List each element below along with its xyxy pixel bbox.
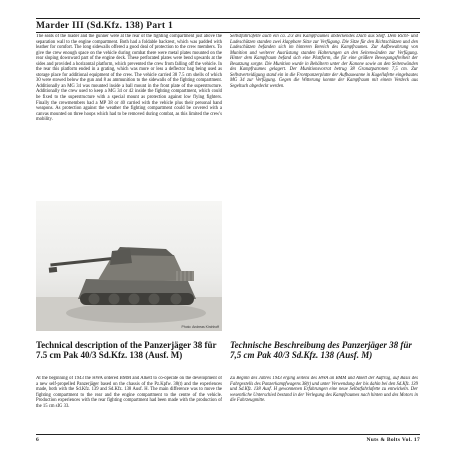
german-section-text: Zu Beginn des Jahres 1943 erging seitens des HWA an BMM und Alkett der Auftrag, auf Basis des Fahrgestells des Panzerkampfwagens 38(t) und unter Verwendung der bis dahin bei den Sd.Kfz. 139 und Sd.Kfz. 138 Ausf. H gewonnenen Erfahrungen eine neue Selbstfahrlafette zu entwickeln. Der wesentliche Unterschied bestand in der Verlegung des Kampfraumes nach hinten und des Motors in die Fahrzeugmitte. (230, 376, 418, 404)
german-section-title: Technische Beschreibung des Panzerjäger 38 für 7,5 cm Pak 40/3 Sd.Kfz. 138 (Ausf. M) (230, 340, 412, 360)
english-section-title: Technical description of the Panzerjäger 38 für 7.5 cm Pak 40/3 Sd.Kfz. 138 (Ausf. M) (36, 340, 217, 360)
running-header (36, 18, 420, 33)
header-title: Marder III (Sd.Kfz. 138) Part 1 (36, 20, 174, 31)
tank-illustration (36, 201, 222, 331)
running-footer (36, 434, 420, 445)
german-column (230, 34, 418, 334)
german-body-text: Selbstfahrlafette auch ein ca. 2/3 des Kampfraumes abdeckendes Dach aus Stoff. Dem Richt- und Ladeschützen standen zwei klappbare Sitze zur Verfügung. Die Sitze für den Richtschützen und den Ladeschützen befanden sich im hinteren Bereich des Kampfraumes. Zur Aufbewahrung von Munition und weiterer Ausrüstung standen Halterungen an den Seitenwänden zur Verfügung. Hinter dem Kampfraum befand sich eine Plattform, die für eine größere Bewegungsfreiheit der Besatzung sorgte. Die Munition wurde in Behältern unter der Kanone sowie an den Seitenwänden des Kampfraumes gelagert. Der Munitionsvorrat betrug 38 Granatpatronen 7,5 cm. Zur Selbstverteidigung stand ein in die Frontpanzerplatte der Aufbauwanne in Kugellafette eingebautes MG 34 zur Verfügung. Gegen die Witterung konnte der Kampfraum mit einem Verdeck aus Segeltuch abgedeckt werden. (230, 34, 418, 89)
english-column (36, 34, 222, 197)
publication-issue: Nuts & Bolts Vol. 17 (366, 437, 420, 443)
english-section-body (36, 376, 222, 432)
tank-photo (36, 201, 222, 331)
page-number: 6 (36, 437, 39, 443)
photo-credit: Photo: Andreas Kirchhoff (181, 325, 219, 329)
english-body-text: The seats of the loader and the gunner were at the rear of the fighting compartment just above the separation wall to the engine compartment. Both had a foldable backrest, which was padded with leather for comfort. The long sidewalls offered a good deal of protection to the crew members. To give the crew enough space on the vehicle during combat there were metal plates mounted on the rear sloping downward part of the engine deck. These perforated plates were bend upwards at the sides and provided a horizontal platform, which prevented the crew from falling off the vehicle. In the rear this platform ended in a grating, which was more or less a deflector bag being used as storage place for additional equipment of the crew. The vehicle carried 38 7.5 cm shells of which 30 were stowed below the gun and 8 as ammunition to the sidewalls of the fighting compartment. Additionally an MG 34 was mounted inside a ball mount in the front plate of the superstructure. Additionally the crew used to keep a MG 34 or 42 inside the fighting compartment, which could be fixed to the superstructure with a special mount as protection against low flying fighters. Finally the crewmembers had a MP 38 or 40 carried with the vehicle plus their personal hand weapons. As protection against the weather the fighting compartment could be covered with a canvas mounted on three hoops which had to be removed during combat, as this limited the crew's mobility. (36, 34, 222, 123)
german-section-body (230, 376, 418, 432)
english-section-text: At the beginning of 1943 the HWA ordered BMM and Alkett to co-operate on the development of a new self-propelled Panzerjäger based on the chassis of the Pz.Kpfw. 38(t) and the experiences made, both with the Sd.Kfz. 139 and Sd.Kfz. 138 Ausf. H. The main difference was to move the fighting compartment to the rear and the engine compartment to the centre of the vehicle. Production experiences with the rear fighting compartment had been made with the production of the 15 cm sIG 33. (36, 376, 222, 409)
